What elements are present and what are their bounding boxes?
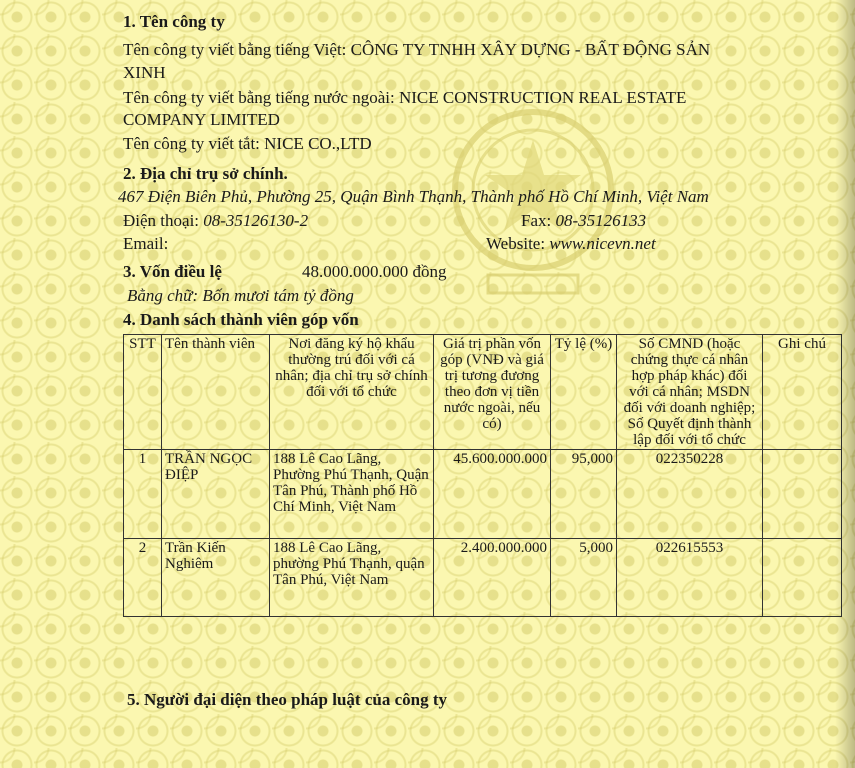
section-4-heading: 4. Danh sách thành viên góp vốn: [123, 310, 359, 329]
cell-ratio: 5,000: [551, 539, 617, 617]
company-name-vietnamese-line-2: XINH: [123, 63, 166, 82]
cell-capital: 45.600.000.000: [434, 450, 551, 539]
column-header-member-name: Tên thành viên: [162, 335, 270, 450]
cell-note: [763, 450, 842, 539]
section-5-heading: 5. Người đại diện theo pháp luật của công ty: [127, 690, 447, 709]
column-header-address: Nơi đăng ký hộ khẩu thường trú đối với cá nhân; địa chỉ trụ sở chính đối với tổ chức: [270, 335, 434, 450]
phone-label: Điện thoại:: [123, 211, 200, 230]
company-short-name: Tên công ty viết tắt: NICE CO.,LTD: [123, 134, 372, 153]
cell-address: 188 Lê Cao Lãng, Phường Phú Thạnh, Quận Tân Phú, Thành phố Hồ Chí Minh, Việt Nam: [270, 450, 434, 539]
table-row: [124, 450, 842, 539]
cell-member-name: TRẦN NGỌC ĐIỆP: [162, 450, 270, 539]
cell-address: 188 Lê Cao Lãng, phường Phú Thạnh, quận Tân Phú, Việt Nam: [270, 539, 434, 617]
fax-value: 08-35126133: [555, 211, 647, 230]
cell-note: [763, 539, 842, 617]
column-header-capital: Giá trị phần vốn góp (VNĐ và giá trị tương đương theo đơn vị tiền nước ngoài, nếu có): [434, 335, 551, 450]
website-label: Website:: [486, 234, 546, 253]
company-name-foreign-line-1: Tên công ty viết bằng tiếng nước ngoài: NICE CONSTRUCTION REAL ESTATE: [123, 88, 687, 107]
phone-value: 08-35126130-2: [203, 211, 309, 230]
cell-stt: 1: [124, 450, 162, 539]
table-row: [124, 539, 842, 617]
cell-ratio: 95,000: [551, 450, 617, 539]
head-office-address: 467 Điện Biên Phủ, Phường 25, Quận Bình Thạnh, Thành phố Hồ Chí Minh, Việt Nam: [118, 187, 709, 206]
fax-row: [521, 211, 646, 231]
column-header-id-number: Số CMND (hoặc chứng thực cá nhân hợp pháp khác) đối với cá nhân; MSDN đối với doanh nghiệp; Số Quyết định thành lập đối với tổ chức: [617, 335, 763, 450]
section-2-heading: 2. Địa chỉ trụ sở chính.: [123, 164, 288, 183]
cell-id-number: 022350228: [617, 450, 763, 539]
section-3-heading: 3. Vốn điều lệ: [123, 262, 222, 281]
section-1-heading: 1. Tên công ty: [123, 12, 225, 31]
column-header-ratio: Tỷ lệ (%): [551, 335, 617, 450]
cell-member-name: Trần Kiến Nghiêm: [162, 539, 270, 617]
phone-row: [123, 211, 308, 231]
company-name-vietnamese-line-1: Tên công ty viết bằng tiếng Việt: CÔNG TY TNHH XÂY DỰNG - BẤT ĐỘNG SẢN: [123, 40, 711, 59]
website-value: www.nicevn.net: [549, 234, 656, 253]
cell-stt: 2: [124, 539, 162, 617]
members-table-header-row: [124, 335, 842, 450]
members-table: [123, 334, 842, 617]
column-header-stt: STT: [124, 335, 162, 450]
website-row: [486, 234, 656, 254]
email-label: Email:: [123, 234, 169, 253]
charter-capital-amount: 48.000.000.000 đồng: [302, 262, 447, 281]
charter-capital-in-words: Bằng chữ: Bốn mươi tám tỷ đồng: [127, 286, 354, 305]
cell-id-number: 022615553: [617, 539, 763, 617]
fax-label: Fax:: [521, 211, 552, 230]
column-header-note: Ghi chú: [763, 335, 842, 450]
company-name-foreign-line-2: COMPANY LIMITED: [123, 110, 280, 129]
cell-capital: 2.400.000.000: [434, 539, 551, 617]
scan-edge-shadow: [835, 0, 855, 768]
